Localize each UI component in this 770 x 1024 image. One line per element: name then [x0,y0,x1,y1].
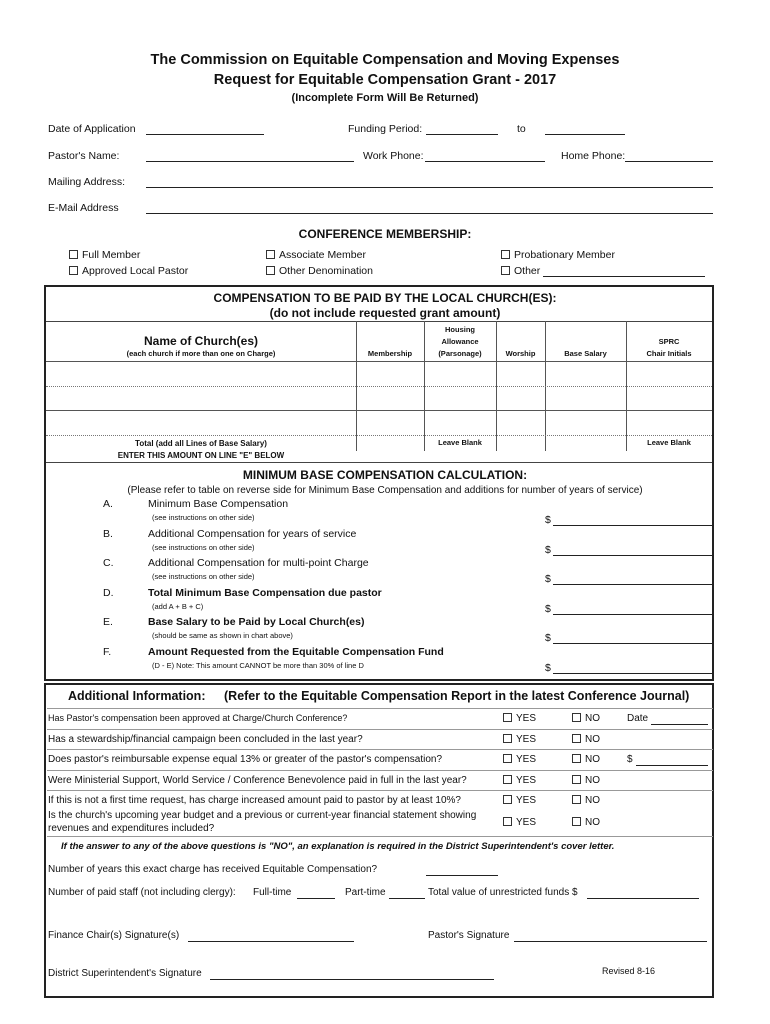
divider [47,790,713,791]
min-calc-letter: D. [103,586,114,599]
checkbox-icon[interactable] [572,734,581,743]
min-calc-label: Base Salary to be Paid by Local Church(es) [148,616,365,628]
min-calc-amount-field[interactable] [553,525,713,526]
q6-yes[interactable]: YES [503,817,536,828]
checkbox-icon[interactable] [503,734,512,743]
q6-no[interactable]: NO [572,817,600,828]
mailing-address-label: Mailing Address: [48,176,126,188]
checkbox-icon[interactable] [69,266,78,275]
question-1: Has Pastor's compensation been approved at Charge/Church Conference? [48,713,348,723]
min-calc-letter: E. [103,616,113,628]
q1-date-field[interactable] [651,724,708,725]
question-4: Were Ministerial Support, World Service / Conference Benevolence paid in full in the last year? [48,775,467,786]
checkbox-icon[interactable] [503,754,512,763]
q2-no[interactable]: NO [572,734,600,745]
col-header-sprc-2: Chair Initials [646,349,692,358]
checkbox-icon[interactable] [572,775,581,784]
min-calc-letter: F. [103,645,112,658]
checkbox-icon[interactable] [503,795,512,804]
min-calc-amount-field[interactable] [553,673,713,674]
pastor-signature-field[interactable] [514,941,707,942]
date-of-application-label: Date of Application [48,123,136,135]
checkbox-icon[interactable] [501,266,510,275]
q1-date-label: Date [627,713,649,724]
q5-yes[interactable]: YES [503,795,536,806]
min-calc-sub: (should be same as shown in chart above) [152,631,293,640]
additional-title-note: (Refer to the Equitable Compensation Report in the latest Conference Journal) [224,689,690,703]
q1-yes[interactable]: YES [503,713,536,724]
divider [47,749,713,750]
checkbox-icon[interactable] [501,250,510,259]
q3-yes[interactable]: YES [503,754,536,765]
checkbox-icon[interactable] [572,817,581,826]
question-2: Has a stewardship/financial campaign been concluded in the last year? [48,734,363,745]
checkbox-icon[interactable] [572,795,581,804]
divider [47,729,713,730]
years-field[interactable] [426,875,498,876]
checkbox-icon[interactable] [503,817,512,826]
pastor-name-field[interactable] [146,161,354,162]
question-6-line-1: Is the church's upcoming year budget and a previous or current-year financial statement showing [48,810,477,821]
compensation-title: COMPENSATION TO BE PAID BY THE LOCAL CHURCH(ES): [213,291,557,305]
min-calc-letter: B. [103,527,113,540]
col-header-base-salary: Base Salary [564,349,607,358]
form-note: (Incomplete Form Will Be Returned) [291,92,479,104]
additional-title: Additional Information: [68,689,206,703]
checkbox-icon[interactable] [503,713,512,722]
pastor-signature-label: Pastor's Signature [428,930,510,941]
if-no-note: If the answer to any of the above questions is "NO", an explanation is required in the District Superintendent's cover letter. [61,841,615,852]
q3-dollar: $ [627,754,633,765]
table-row[interactable] [46,410,712,411]
other-membership-field[interactable] [543,276,705,277]
unrestricted-funds-label: Total value of unrestricted funds $ [428,887,578,898]
table-row[interactable] [46,435,712,436]
min-calc-sub: (see instructions on other side) [152,542,255,552]
checkbox-icon[interactable] [69,250,78,259]
min-calc-letter: A. [103,498,113,510]
home-phone-label: Home Phone: [561,150,626,162]
total-label: Total (add all Lines of Base Salary) [135,439,267,448]
approved-local-pastor-option[interactable]: Approved Local Pastor [69,265,188,277]
question-5: If this is not a first time request, has charge increased amount paid to pastor by at least 10%? [48,795,461,806]
q3-no[interactable]: NO [572,754,600,765]
divider [47,708,713,709]
min-calc-label: Amount Requested from the Equitable Compensation Fund [148,645,444,658]
sprc-leave-blank: Leave Blank [647,438,691,447]
q2-yes[interactable]: YES [503,734,536,745]
parttime-field[interactable] [389,898,425,899]
col-header-housing-1: Housing [445,325,475,334]
minimum-title: MINIMUM BASE COMPENSATION CALCULATION: [242,468,528,482]
min-calc-dollar: $ [545,514,551,526]
fulltime-field[interactable] [297,898,335,899]
min-calc-label: Minimum Base Compensation [148,498,289,510]
ds-signature-label: District Superintendent's Signature [48,968,202,979]
col-header-membership: Membership [367,349,413,358]
q5-no[interactable]: NO [572,795,600,806]
min-calc-sub: (add A + B + C) [152,601,204,611]
home-phone-field[interactable] [625,161,713,162]
years-label: Number of years this exact charge has received Equitable Compensation? [48,864,378,875]
min-calc-amount-field[interactable] [553,643,713,644]
min-calc-label: Total Minimum Base Compensation due pastor [148,586,382,599]
date-of-application-field[interactable] [146,134,264,135]
parttime-label: Part-time [345,887,386,898]
revised-note: Revised 8-16 [602,966,656,976]
compensation-subtitle: (do not include requested grant amount) [269,306,501,320]
col-header-church-name-sub: (each church if more than one on Charge) [126,349,276,358]
q1-no[interactable]: NO [572,713,600,724]
min-calc-sub: (D - E) Note: This amount CANNOT be more than 30% of line D [152,660,364,670]
email-label: E-Mail Address [48,202,119,214]
form-subtitle: Request for Equitable Compensation Grant - 2017 [213,72,557,88]
min-calc-sub: (see instructions on other side) [152,513,255,522]
col-header-housing-3: (Parsonage) [438,349,482,358]
unrestricted-funds-field[interactable] [587,898,699,899]
email-field[interactable] [146,213,713,214]
divider [47,770,713,771]
table-row[interactable] [46,386,712,387]
col-header-housing-2: Allowance [441,337,479,346]
min-calc-label: Additional Compensation for multi-point Charge [148,557,369,569]
min-calc-amount-field[interactable] [553,584,713,585]
checkbox-icon[interactable] [572,754,581,763]
finance-signature-field[interactable] [188,941,354,942]
col-header-sprc-1: SPRC [658,337,680,346]
housing-leave-blank: Leave Blank [438,438,482,447]
full-member-option[interactable]: Full Member [69,249,140,261]
table-header-rule [46,361,712,362]
pastor-name-label: Pastor's Name: [48,150,120,162]
funding-to-label: to [517,123,526,135]
mailing-address-field[interactable] [146,187,713,188]
work-phone-label: Work Phone: [363,150,424,162]
min-calc-amount-field[interactable] [553,614,713,615]
q4-no[interactable]: NO [572,775,600,786]
funding-period-label: Funding Period: [348,123,423,135]
ds-signature-field[interactable] [210,979,494,980]
other-membership-option[interactable]: Other [501,265,540,277]
checkbox-icon[interactable] [266,266,275,275]
q3-amount-field[interactable] [636,765,708,766]
enter-amount-label: ENTER THIS AMOUNT ON LINE "E" BELOW [117,451,285,460]
checkbox-icon[interactable] [572,713,581,722]
min-calc-amount-field[interactable] [553,555,713,556]
funding-period-start-field[interactable] [426,134,498,135]
paid-staff-label: Number of paid staff (not including clergy): [48,887,236,898]
checkbox-icon[interactable] [266,250,275,259]
col-header-church-name: Name of Church(es) [143,334,259,348]
other-denomination-option[interactable]: Other Denomination [266,265,373,277]
probationary-member-option[interactable]: Probationary Member [501,249,615,261]
q4-yes[interactable]: YES [503,775,536,786]
fulltime-label: Full-time [253,887,292,898]
associate-member-option[interactable]: Associate Member [266,249,366,261]
min-calc-sub: (see instructions on other side) [152,572,255,581]
min-calc-dollar: $ [545,573,551,585]
form-title: The Commission on Equitable Compensation and Moving Expenses [150,52,620,68]
finance-signature-label: Finance Chair(s) Signature(s) [48,930,180,941]
min-calc-label: Additional Compensation for years of service [148,527,357,540]
col-header-worship: Worship [505,349,536,358]
table-top-rule [46,321,712,322]
min-calc-dollar: $ [545,602,551,615]
min-calc-letter: C. [103,557,114,569]
divider [47,836,713,837]
funding-period-end-field[interactable] [545,134,625,135]
min-calc-dollar: $ [545,661,551,674]
table-bottom-rule [46,462,712,463]
question-6-line-2: revenues and expenditures included? [48,823,215,834]
question-3: Does pastor's reimbursable expense equal 13% or greater of the pastor's compensation? [48,754,443,765]
minimum-note: (Please refer to table on reverse side for Minimum Base Compensation and additions for number of years of service) [127,485,643,496]
min-calc-dollar: $ [545,543,551,556]
min-calc-dollar: $ [545,632,551,644]
checkbox-icon[interactable] [503,775,512,784]
membership-title: CONFERENCE MEMBERSHIP: [298,227,472,241]
work-phone-field[interactable] [425,161,545,162]
